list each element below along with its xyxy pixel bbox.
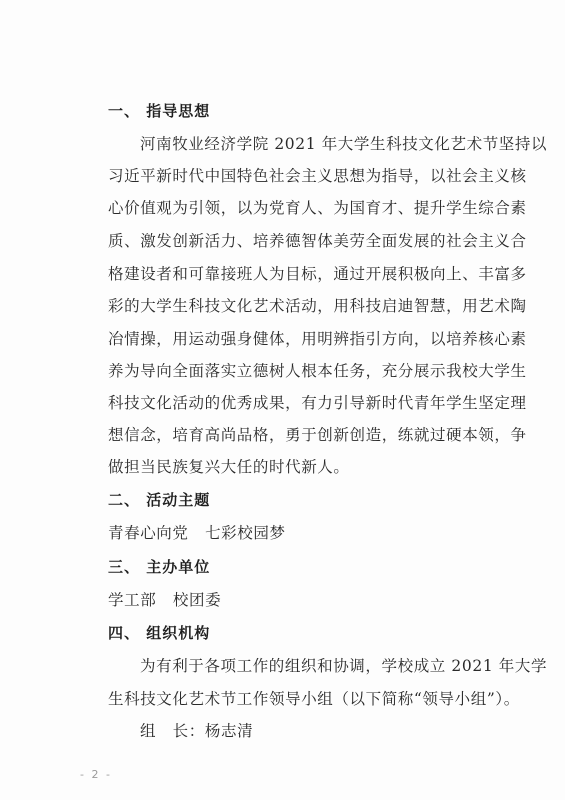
paragraph-line: 为有利于各项工作的组织和协调，学校成立 2021 年大学 — [140, 657, 548, 675]
section-heading-host-units: 三、 主办单位 — [108, 558, 211, 576]
activity-theme-text: 青春心向党 七彩校园梦 — [108, 524, 286, 542]
paragraph-line: 做担当民族复兴大任的时代新人。 — [108, 458, 350, 476]
host-units-text: 学工部 校团委 — [108, 591, 222, 609]
paragraph-line: 生科技文化艺术节工作领导小组（以下简称“领导小组”）。 — [108, 690, 520, 708]
section-heading-activity-theme: 二、 活动主题 — [108, 491, 211, 509]
paragraph-line: 格建设者和可靠接班人为目标，通过开展积极向上、丰富多 — [108, 265, 527, 283]
paragraph-line: 质、激发创新活力、培养德智体美劳全面发展的社会主义合 — [108, 232, 527, 250]
paragraph-line: 彩的大学生科技文化艺术活动，用科技启迪智慧，用艺术陶 — [108, 297, 527, 315]
section-heading-organization: 四、 组织机构 — [108, 624, 211, 642]
paragraph-line: 心价值观为引领，以为党育人、为国育才、提升学生综合素 — [108, 199, 527, 217]
section-heading-guiding-ideology: 一、 指导思想 — [108, 102, 211, 120]
paragraph-line: 河南牧业经济学院 2021 年大学生科技文化艺术节坚持以 — [140, 135, 548, 153]
page-number: - 2 - — [80, 768, 112, 781]
leader-line: 组 长：杨志清 — [140, 722, 254, 740]
paragraph-line: 养为导向全面落实立德树人根本任务，充分展示我校大学生 — [108, 362, 527, 380]
paragraph-line: 科技文化活动的优秀成果，有力引导新时代青年学生坚定理 — [108, 394, 527, 412]
paragraph-line: 习近平新时代中国特色社会主义思想为指导，以社会主义核 — [108, 167, 527, 185]
paragraph-line: 冶情操，用运动强身健体，用明辨指引方向，以培养核心素 — [108, 330, 527, 348]
paragraph-line: 想信念，培育高尚品格，勇于创新创造，练就过硬本领，争 — [108, 426, 527, 444]
